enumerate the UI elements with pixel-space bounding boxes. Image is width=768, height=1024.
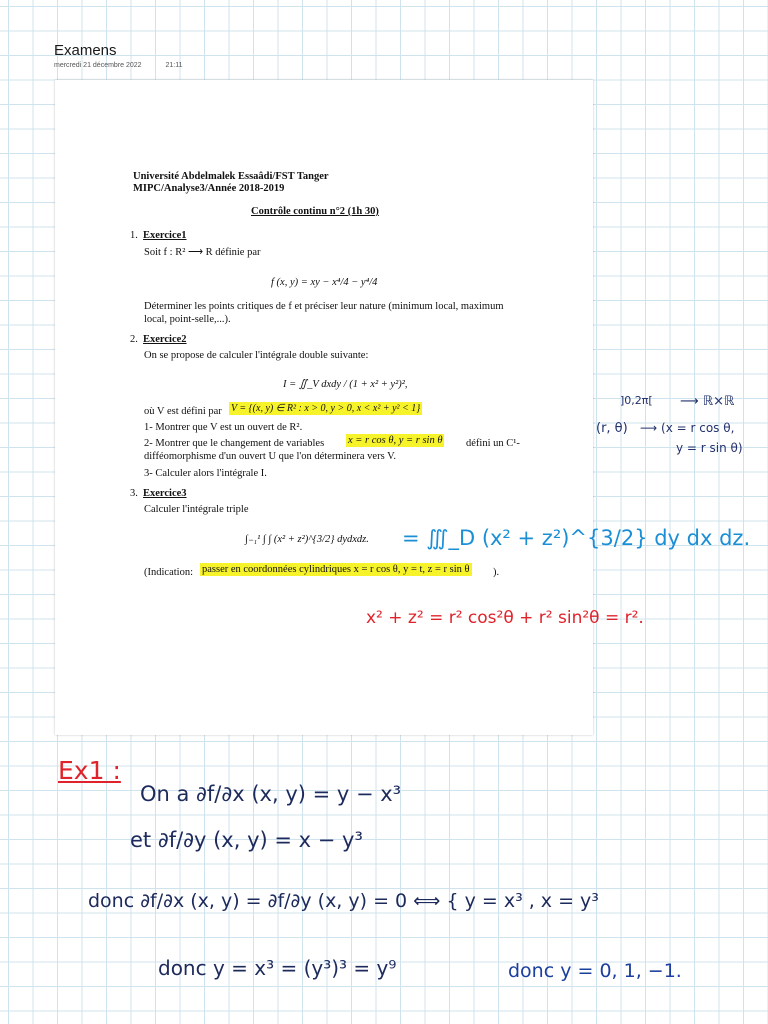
- ex2-q2-change: x = r cos θ, y = r sin θ: [348, 435, 443, 446]
- ex2-intro: On se propose de calculer l'intégrale double suivante:: [144, 350, 369, 361]
- solution-line4b: donc y = 0, 1, −1.: [508, 960, 682, 982]
- ex2-heading: Exercice2: [143, 334, 187, 345]
- ex2-q2-line2: difféomorphisme d'un ouvert U que l'on déterminera vers V.: [144, 451, 396, 462]
- university-line: Université Abdelmalek Essaâdi/FST Tanger: [133, 171, 329, 182]
- ex3-hint-suffix: ).: [493, 567, 500, 578]
- note-header: [54, 42, 117, 59]
- solution-line3: donc ∂f/∂x (x, y) = ∂f/∂y (x, y) = 0 ⟺ { y = x³ , x = y³: [88, 890, 599, 912]
- margin-pair: (r, θ): [596, 421, 628, 436]
- ex3-formula: ∫₋₁¹ ∫ ∫ (x² + z²)^{3/2} dydxdz.: [245, 534, 369, 545]
- ex1-heading: Exercice1: [143, 230, 187, 241]
- triple-integral-annotation: = ∭_D (x² + z²)^{3/2} dy dx dz.: [402, 526, 751, 550]
- solution-line1: On a ∂f/∂x (x, y) = y − x³: [140, 782, 402, 806]
- ex2-domain-set: V = {(x, y) ∈ R² : x > 0, y > 0, x < x² + y² < 1}: [231, 403, 421, 414]
- ex2-domain-prefix: où V est défini par: [144, 406, 222, 417]
- note-time: 21:11: [165, 62, 183, 69]
- ex2-formula: I = ∬_V dxdy / (1 + x² + y²)²,: [283, 379, 408, 390]
- exercise-label: Ex1 :: [58, 756, 121, 785]
- ex1-task-line2: local, point-selle,...).: [144, 314, 231, 325]
- solution-line2: et ∂f/∂y (x, y) = x − y³: [130, 828, 363, 852]
- note-meta: [54, 62, 205, 69]
- ex3-number: 3.: [130, 488, 138, 499]
- ex3-hint-prefix: (Indication:: [144, 567, 193, 578]
- red-identity-annotation: x² + z² = r² cos²θ + r² sin²θ = r².: [366, 608, 644, 628]
- ex2-q2-prefix: 2- Montrer que le changement de variables: [144, 438, 325, 449]
- ex3-hint-text: passer en coordonnées cylindriques x = r cos θ, y = t, z = r sin θ: [202, 564, 470, 575]
- test-title: Contrôle continu n°2 (1h 30): [251, 206, 379, 217]
- margin-set-target: ⟶ ℝ×ℝ: [680, 394, 735, 409]
- ex1-intro: Soit f : R² ⟶ R définie par: [144, 247, 261, 258]
- margin-map-line2: y = r sin θ): [676, 441, 743, 455]
- ex3-heading: Exercice3: [143, 488, 187, 499]
- ex2-q1: 1- Montrer que V est un ouvert de R².: [144, 422, 303, 433]
- margin-set: ]0,2π[: [620, 394, 653, 407]
- ex1-number: 1.: [130, 230, 138, 241]
- ex1-task-line1: Déterminer les points critiques de f et préciser leur nature (minimum local, maximum: [144, 301, 504, 312]
- note-title: Examens: [54, 42, 117, 59]
- solution-line4a: donc y = x³ = (y³)³ = y⁹: [158, 956, 397, 980]
- note-date: mercredi 21 décembre 2022: [54, 62, 142, 69]
- margin-map-line1: ⟶ (x = r cos θ,: [640, 421, 735, 435]
- course-line: MIPC/Analyse3/Année 2018-2019: [133, 183, 285, 194]
- ex1-formula: f (x, y) = xy − x⁴/4 − y⁴/4: [271, 277, 378, 288]
- exam-paper: [55, 80, 593, 735]
- ex3-intro: Calculer l'intégrale triple: [144, 504, 249, 515]
- ex2-q2-suffix: défini un C¹-: [466, 438, 520, 449]
- ex2-number: 2.: [130, 334, 138, 345]
- ex2-q3: 3- Calculer alors l'intégrale I.: [144, 468, 267, 479]
